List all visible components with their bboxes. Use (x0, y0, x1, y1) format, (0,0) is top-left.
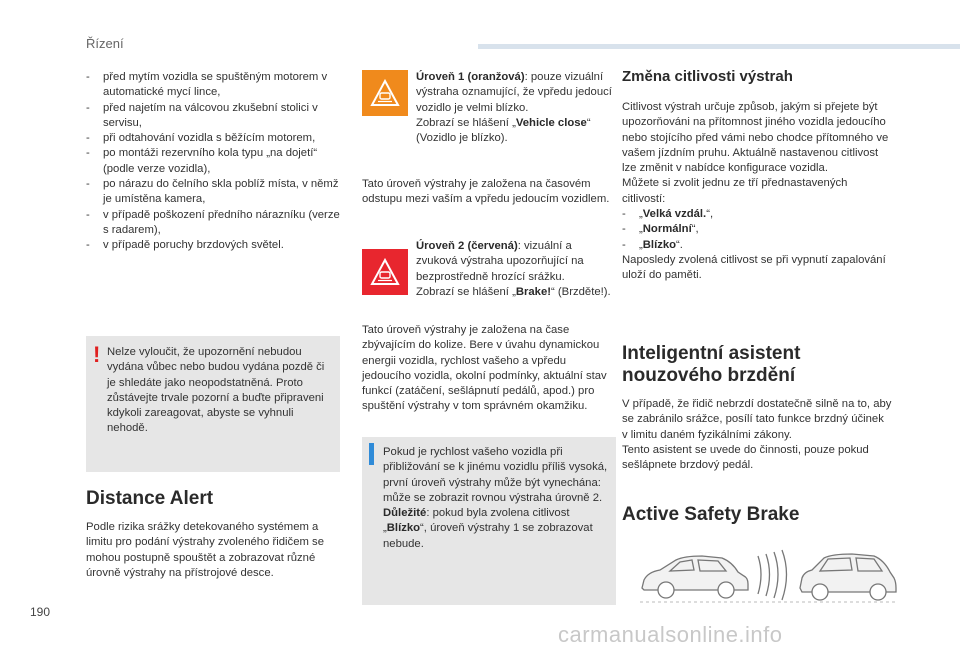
level-1-note: Tato úroveň výstrahy je založena na časovém odstupu mezi vaším a vpředu jedoucím vozidlem. (362, 178, 610, 206)
header-bar (478, 44, 960, 49)
watermark: carmanualsonline.info (558, 622, 783, 647)
list-item: - „Blízko“. (622, 238, 892, 253)
list-item: - před najetím na válcovou zkušební stolici v servisu, (86, 101, 348, 132)
list-item: - v případě poškození předního nárazníku (verze s radarem), (86, 208, 348, 239)
sensitivity-text: Citlivost výstrah určuje způsob, jakým si přejete být upozorňováni na přítomnost jiného vozidla jedoucího nebo stojícího před vámi nebo chodce přítomného ve vašem jízdním pruhu. Aktuálně nastavenou citlivost lze změnit v nabídce konfigurace vozidla. Můžete si zvolit jednu ze tří přednastavených citlivostí: - „Velká vzdál.“, - „Normální“, - „Blízko“. Naposledy zvolená citlivost se při vypnutí zapalování uloží do paměti. (622, 100, 892, 284)
warning-icon: ! (93, 342, 101, 367)
list-item: - po montáži rezervního kola typu „na dojetí“ (podle verze vozidla), (86, 146, 348, 177)
list-item: - před mytím vozidla se spuštěným motorem v automatické mycí lince, (86, 70, 348, 101)
column-1 (86, 70, 348, 254)
distance-alert-text: Podle rizika srážky detekovaného systémem a limitu pro podání výstrahy zvoleného řidičem se mohou postupně spouštět a zobrazovat různé úrovně výstrahy na přístrojové desce. (86, 521, 324, 579)
list-item: - při odtahování vozidla s běžícím motorem, (86, 131, 348, 146)
red-alert-icon (362, 249, 408, 295)
brake-assist-section (622, 343, 892, 473)
level-1-title: Úroveň 1 (oranžová) (416, 71, 525, 83)
page-number: 190 (30, 605, 51, 619)
info-box (362, 437, 616, 605)
section-title-distance-alert: Distance Alert (86, 488, 214, 509)
info-icon (369, 443, 374, 465)
list-item: - „Velká vzdál.“, (622, 207, 892, 222)
brake-message: Brake! (515, 285, 552, 298)
section-title-brake-assist: Inteligentní asistent nouzového brzdění (622, 343, 801, 386)
orange-alert-icon (362, 70, 408, 116)
list-item: - po nárazu do čelního skla poblíž místa, v němž je umístěna kamera, (86, 177, 348, 208)
sensitivity-options (622, 207, 892, 253)
level-2-text: Úroveň 2 (červená): vizuální a zvuková výstraha upozorňující na bezprostředně hrozící srážku. Zobrazí se hlášení „Brake!“ (Brzděte!). (416, 240, 611, 298)
active-safety-section (622, 504, 799, 526)
vehicle-close-message: Vehicle close (515, 116, 587, 129)
warning-text: Nelze vyloučit, že upozornění nebudou vydána vůbec nebo budou vydána pozdě či je shledáte jako neopodstatněná. Proto zůstávejte trvale pozorní a buďte připraveni kdykoli zareagovat, abyste se vyhnuli nehodě. (107, 346, 325, 435)
list-item: - „Normální“, (622, 222, 892, 237)
section-title-active-safety-brake: Active Safety Brake (622, 504, 800, 525)
info-text: Pokud je rychlost vašeho vozidla při přibližování se k jinému vozidlu příliš vysoká, první úroveň výstrahy může být vynechána: může se zobrazit rovnou výstraha úrovně 2. Důležité: pokud byla zvolena citlivost „Blízko“, úroveň výstrahy 1 se zobrazovat nebude. (383, 446, 608, 550)
list-item: - v případě poruchy brzdových světel. (86, 238, 348, 253)
page-header-title: Řízení (86, 36, 124, 51)
level-1-text: Úroveň 1 (oranžová): pouze vizuální výstraha oznamující, že vpředu jedoucí vozidlo je velmi blízko. Zobrazí se hlášení „Vehicle close“ (Vozidlo je blízko). (416, 71, 612, 145)
warning-box (86, 336, 340, 472)
level-2-note: Tato úroveň výstrahy je založena na čase zbývajícím do kolize. Bere v úvahu dynamickou energii vozidla, rychlost vašeho a vpředu jedoucího vozidla, okolní podmínky, aktuální stav funkcí (zatáčení, sešlápnutí pedálů, apod.) pro spuštění výstrahy v tom správném okamžiku. (362, 324, 607, 413)
column-3 (622, 68, 892, 284)
section-title-sensitivity: Změna citlivosti výstrah (622, 68, 793, 85)
level-2-title: Úroveň 2 (červená) (416, 240, 518, 252)
distance-alert-section (86, 488, 213, 510)
brake-assist-text: V případě, že řidič nebrzdí dostatečně silně na to, aby se zabránilo srážce, posílí tato funkce brzdný účinek v limitu daném fyzikálními zákony. Tento asistent se uvede do činnosti, pouze pokud sešlápnete brzdový pedál. (622, 398, 892, 472)
car-illustration (640, 544, 898, 606)
level-2-block (362, 239, 616, 319)
level-1-block (362, 70, 616, 162)
precaution-list (86, 70, 348, 254)
